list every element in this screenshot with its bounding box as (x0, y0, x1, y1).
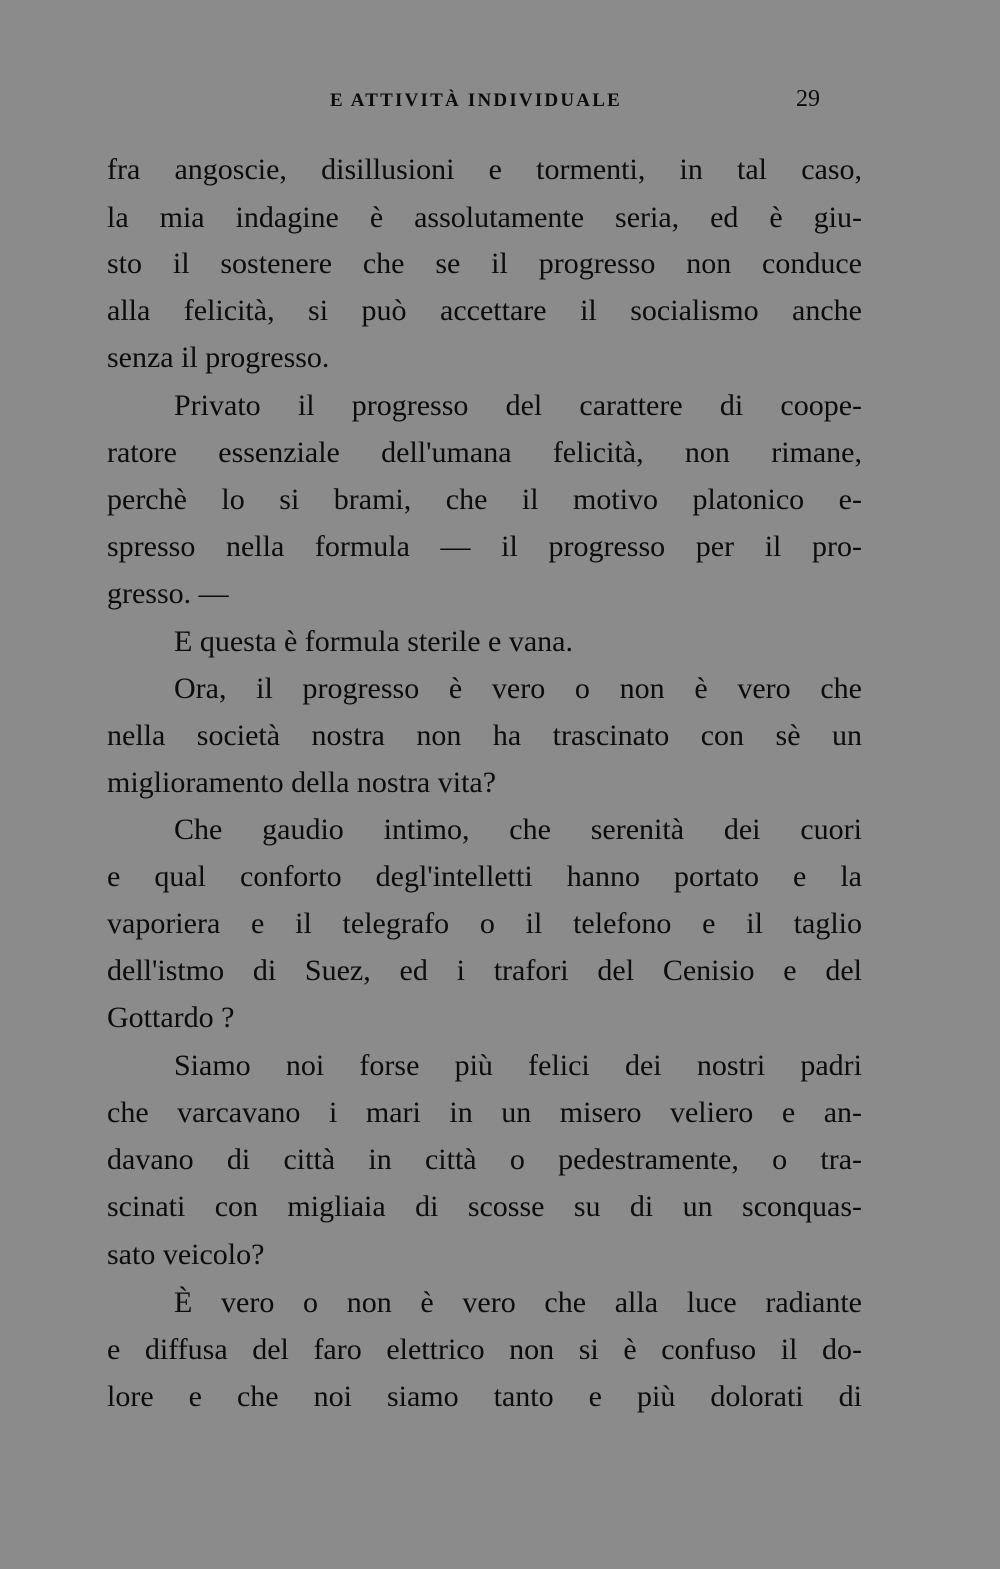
text-line: sto il sostenere che se il progresso non conduce (107, 247, 862, 280)
text-line: gresso. — (107, 577, 229, 610)
text-line: e diffusa del faro elettrico non si è confuso il do- (107, 1333, 862, 1366)
text-line: fra angoscie, disillusioni e tormenti, in tal caso, (107, 153, 862, 186)
text-line: davano di città in città o pedestramente, o tra- (107, 1143, 862, 1176)
text-line: ratore essenziale dell'umana felicità, non rimane, (107, 436, 862, 469)
text-line: la mia indagine è assolutamente seria, ed è giu- (107, 201, 862, 234)
text-line: alla felicità, si può accettare il socialismo anche (107, 294, 862, 327)
running-title: E ATTIVITÀ INDIVIDUALE (330, 90, 622, 111)
text-line: Ora, il progresso è vero o non è vero che (174, 672, 862, 705)
text-line: È vero o non è vero che alla luce radiante (174, 1286, 862, 1319)
text-line: Privato il progresso del carattere di coope- (174, 389, 862, 422)
text-line: Gottardo ? (107, 1001, 235, 1034)
text-line: che varcavano i mari in un misero veliero e an- (107, 1096, 862, 1129)
text-line: nella società nostra non ha trascinato con sè un (107, 719, 862, 752)
text-line: lore e che noi siamo tanto e più dolorati di (107, 1380, 862, 1413)
text-line: Che gaudio intimo, che serenità dei cuori (174, 813, 862, 846)
text-line: miglioramento della nostra vita? (107, 766, 497, 799)
page-number: 29 (796, 86, 820, 112)
text-line: senza il progresso. (107, 341, 330, 374)
text-line: perchè lo si brami, che il motivo platonico e- (107, 483, 862, 516)
text-line: E questa è formula sterile e vana. (174, 625, 573, 658)
text-line: spresso nella formula — il progresso per il pro- (107, 530, 862, 563)
text-line: scinati con migliaia di scosse su di un sconquas- (107, 1190, 862, 1223)
text-line: vaporiera e il telegrafo o il telefono e il taglio (107, 907, 862, 940)
text-line: dell'istmo di Suez, ed i trafori del Cenisio e del (107, 954, 862, 987)
text-line: e qual conforto degl'intelletti hanno portato e la (107, 860, 862, 893)
text-line: Siamo noi forse più felici dei nostri padri (174, 1049, 862, 1082)
text-line: sato veicolo? (107, 1238, 265, 1271)
